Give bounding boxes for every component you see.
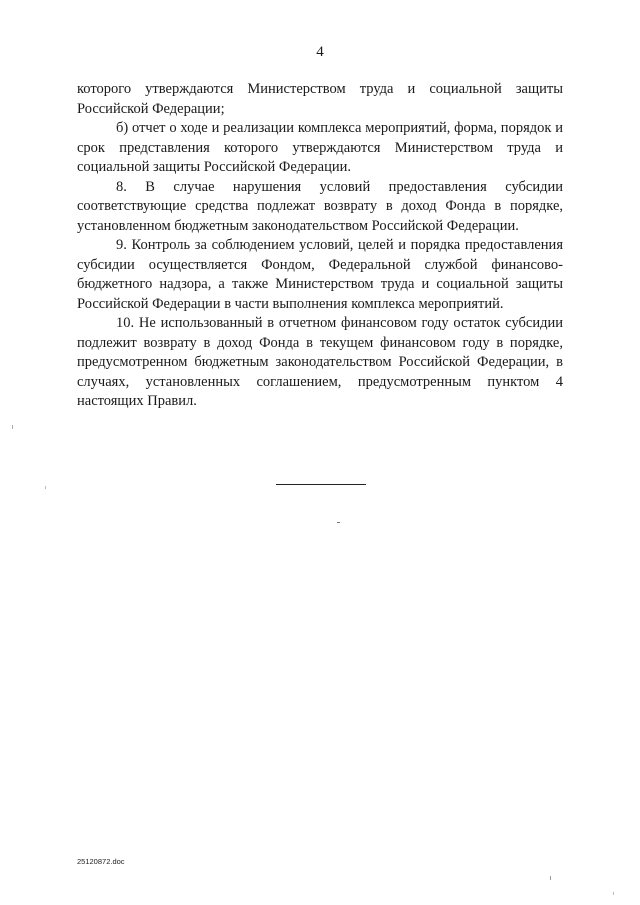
end-separator-line: [276, 484, 366, 485]
document-body: [77, 80, 563, 412]
document-file-code: 25120872.doc: [77, 857, 125, 866]
scan-speck: [12, 425, 13, 429]
paragraph-item-b: б) отчет о ходе и реализации комплекса мероприятий, форма, порядок и срок представления которого утверждаются Министерством труда и социальной защиты Российской Федерации.: [77, 120, 563, 175]
paragraph-continuation: которого утверждаются Министерством труда и социальной защиты Российской Федерации;: [77, 81, 563, 117]
scan-speck: [613, 892, 614, 895]
paragraph-item-8: 8. В случае нарушения условий предоставления субсидии соответствующие средства подлежат возврату в доход Фонда в порядке, установленном бюджетным законодательством Российской Федерации.: [77, 178, 563, 234]
paragraph-item-10: 10. Не использованный в отчетном финансовом году остаток субсидии подлежит возврату в доход Фонда в текущем финансовом году в порядке, предусмотренном бюджетным законодательством Российской Федерации, в случаях, установленных соглашением, предусмотренным пунктом 4 настоящих Правил.: [77, 315, 563, 409]
paragraph-item-9: 9. Контроль за соблюдением условий, целей и порядка предоставления субсидии осуществляется Фондом, Федеральной службой финансово-бюджетного надзора, а также Министерством труда и социальной защиты Российской Федерации в части выполнения комплекса мероприятий.: [77, 237, 563, 312]
page-number: 4: [316, 44, 324, 60]
scan-speck: [550, 876, 551, 880]
scan-speck: [337, 522, 340, 523]
scan-speck: [45, 486, 46, 489]
